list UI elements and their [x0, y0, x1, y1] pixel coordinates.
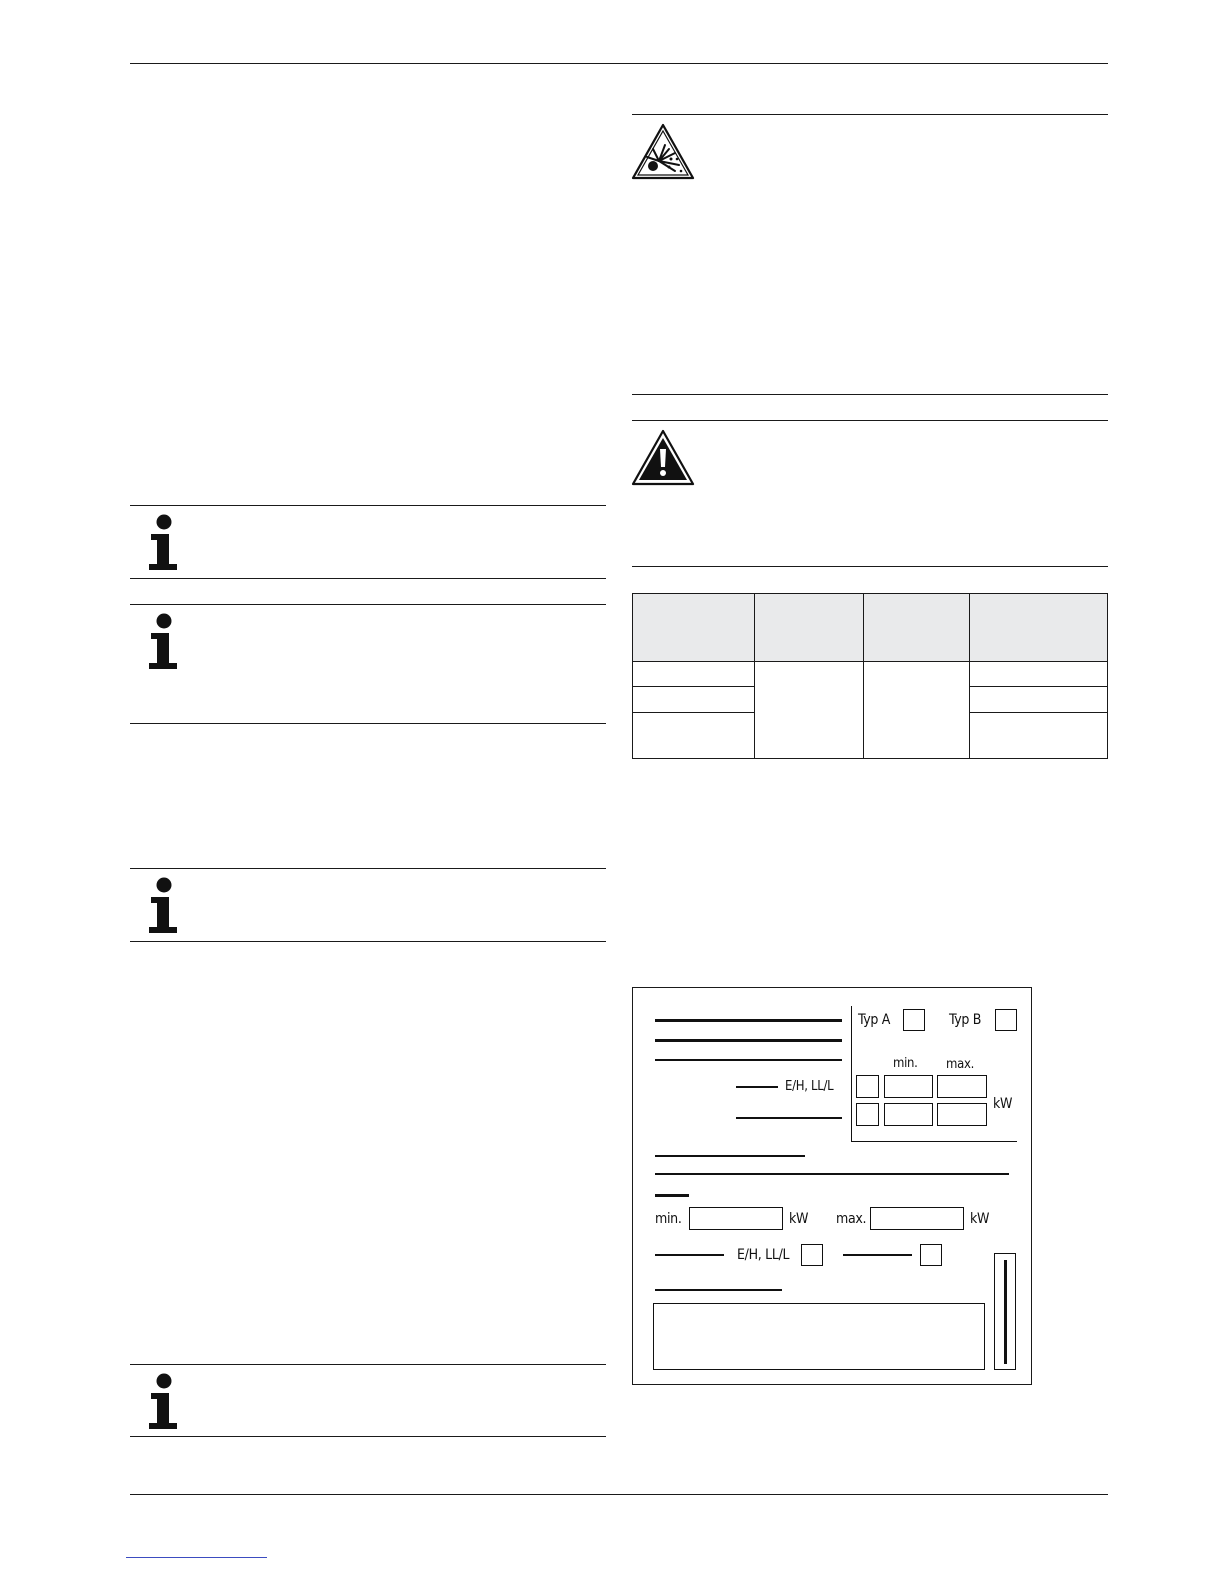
- eh-label-top: E/H, LL/L: [785, 1079, 834, 1094]
- type-a-checkbox[interactable]: [903, 1009, 925, 1031]
- row-1-max-field[interactable]: [937, 1075, 987, 1098]
- row-1-min-field[interactable]: [884, 1075, 933, 1098]
- footer-rule: [130, 1494, 1108, 1495]
- plate-line: [736, 1117, 842, 1119]
- warning-bottom-rule: [632, 566, 1108, 567]
- table-row-divider: [633, 686, 754, 687]
- plate-line: [736, 1086, 778, 1088]
- plate-line: [655, 1173, 1009, 1175]
- plate-notes-box[interactable]: [653, 1303, 985, 1370]
- table-column-divider: [969, 594, 970, 758]
- plate-line: [655, 1155, 805, 1157]
- footer-link-underline[interactable]: [126, 1557, 267, 1558]
- table-row-divider: [633, 712, 754, 713]
- info-icon: [147, 1373, 181, 1429]
- plate-line: [851, 1141, 1017, 1142]
- warning-top-rule: [632, 420, 1108, 421]
- type-b-label: Typ B: [949, 1012, 982, 1028]
- plate-line: [655, 1039, 842, 1042]
- plate-line: [655, 1019, 842, 1022]
- eh-checkbox[interactable]: [801, 1244, 823, 1266]
- plate-line: [655, 1194, 689, 1197]
- max-label-bottom: max.: [836, 1211, 867, 1227]
- note-1-bottom-rule: [130, 578, 606, 579]
- note-2-top-rule: [130, 604, 606, 605]
- plate-line: [655, 1254, 724, 1256]
- plate-line: [655, 1289, 782, 1291]
- min-power-field[interactable]: [689, 1207, 783, 1230]
- kw-label-1: kW: [789, 1211, 809, 1227]
- explosion-warning-bottom-rule: [632, 394, 1108, 395]
- note-3-bottom-rule: [130, 941, 606, 942]
- type-a-label: Typ A: [858, 1012, 891, 1028]
- row-2-min-field[interactable]: [884, 1103, 933, 1126]
- table-row-divider: [969, 686, 1107, 687]
- row-1-checkbox[interactable]: [856, 1075, 879, 1098]
- min-label: min.: [893, 1056, 918, 1071]
- row-2-checkbox[interactable]: [856, 1103, 879, 1126]
- row-2-max-field[interactable]: [937, 1103, 987, 1126]
- kw-label-right: kW: [993, 1096, 1013, 1112]
- exclamation-warning-icon: [631, 429, 695, 487]
- plate-vertical-marker-bar: [1004, 1260, 1007, 1364]
- rating-plate: [632, 987, 1032, 1385]
- note-4-top-rule: [130, 1364, 606, 1365]
- note-4-bottom-rule: [130, 1436, 606, 1437]
- info-icon: [147, 877, 181, 933]
- table-column-divider: [754, 594, 755, 758]
- plate-line: [655, 1059, 842, 1061]
- note-1-top-rule: [130, 505, 606, 506]
- plate-panel-divider: [851, 1006, 852, 1142]
- info-icon: [147, 514, 181, 570]
- table-header-row: [633, 594, 1107, 662]
- table-column-divider: [863, 594, 864, 758]
- kw-label-2: kW: [970, 1211, 990, 1227]
- eh-label-bottom: E/H, LL/L: [737, 1247, 790, 1263]
- header-rule: [130, 63, 1108, 64]
- note-3-top-rule: [130, 868, 606, 869]
- type-b-checkbox[interactable]: [995, 1009, 1017, 1031]
- min-label-bottom: min.: [655, 1211, 682, 1227]
- plate-line: [843, 1254, 912, 1256]
- data-table: [632, 593, 1108, 759]
- max-power-field[interactable]: [870, 1207, 964, 1230]
- explosion-warning-icon: [631, 123, 695, 181]
- explosion-warning-top-rule: [632, 114, 1108, 115]
- info-icon: [147, 613, 181, 669]
- max-label: max.: [946, 1057, 974, 1072]
- extra-checkbox[interactable]: [920, 1244, 942, 1266]
- note-2-bottom-rule: [130, 723, 606, 724]
- table-row-divider: [969, 712, 1107, 713]
